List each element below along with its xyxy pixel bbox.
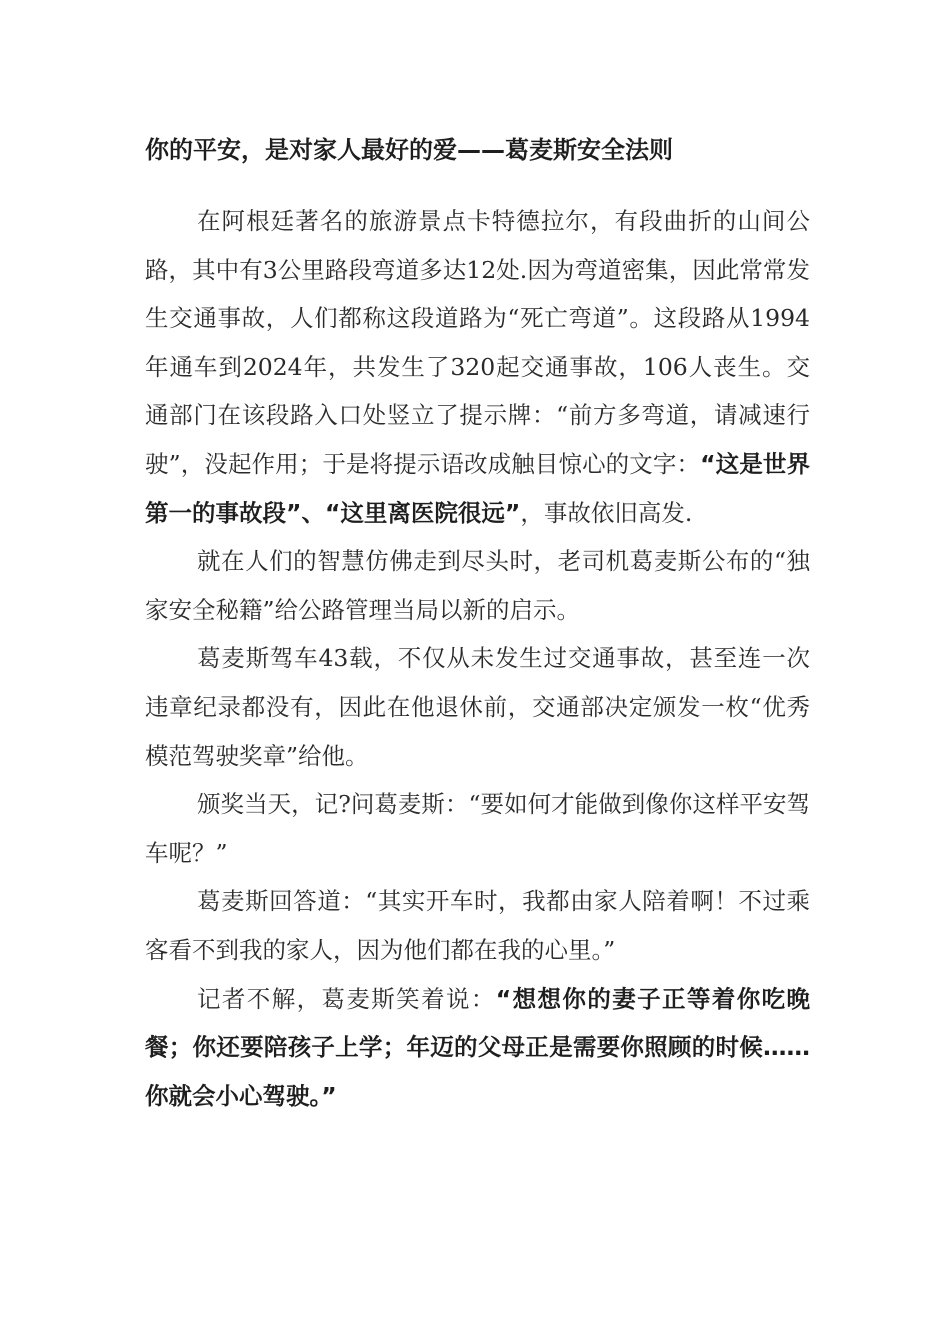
paragraph-4 bbox=[145, 780, 810, 877]
paragraph-1-text: 在阿根廷著名的旅游景点卡特德拉尔，有段曲折的山间公路，其中有3公里路段弯道多达12处.因为弯道密集，因此常常发生交通事故，人们都称这段道路为“死亡弯道”。这段路从1994年通车到2024年，共发生了320起交通事故，106人丧生。交通部门在该段路入口处竖立了提示牌：“前方多弯道，请减速行驶”，没起作用；于是将提示语改成触目惊心的文字： bbox=[145, 207, 810, 478]
paragraph-6-text: 记者不解，葛麦斯笑着说： bbox=[197, 984, 496, 1013]
document-body bbox=[145, 197, 810, 1120]
document-title: 你的平安，是对家人最好的爱——葛麦斯安全法则 bbox=[145, 136, 673, 164]
paragraph-1-bold-quote: “这是世界第一的事故段”、“这里离医院很远” bbox=[145, 449, 811, 527]
paragraph-1-tail: ，事故依旧高发. bbox=[520, 498, 693, 527]
paragraph-5 bbox=[145, 877, 810, 974]
paragraph-2 bbox=[145, 537, 810, 634]
paragraph-2-text: 就在人们的智慧仿佛走到尽头时，老司机葛麦斯公布的“独家安全秘籍”给公路管理当局以新的启示。 bbox=[145, 547, 810, 624]
paragraph-4-text: 颁奖当天，记?问葛麦斯：“要如何才能做到像你这样平安驾车呢？” bbox=[145, 790, 810, 867]
paragraph-1 bbox=[145, 197, 810, 537]
paragraph-6 bbox=[145, 975, 810, 1121]
paragraph-3-text: 葛麦斯驾车43载，不仅从未发生过交通事故，甚至连一次违章纪录都没有，因此在他退休前，交通部决定颁发一枚“优秀模范驾驶奖章”给他。 bbox=[145, 644, 810, 770]
paragraph-5-text: 葛麦斯回答道：“其实开车时，我都由家人陪着啊！不过乘客看不到我的家人，因为他们都在我的心里。” bbox=[145, 887, 810, 964]
paragraph-3 bbox=[145, 634, 810, 780]
paragraph-6-bold-quote: “想想你的妻子正等着你吃晚餐；你还要陪孩子上学；年迈的父母正是需要你照顾的时候……你就会小心驾驶。” bbox=[145, 984, 810, 1110]
